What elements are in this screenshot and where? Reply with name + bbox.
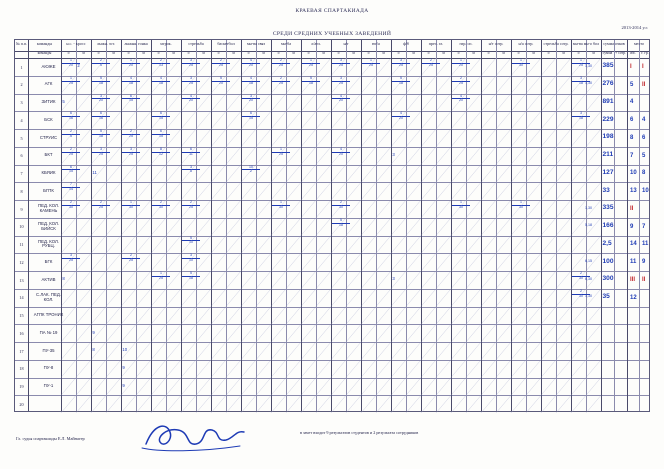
row-total-points: 211: [602, 151, 614, 159]
subheader-35: м: [592, 51, 595, 56]
subheader-32: о: [547, 51, 550, 56]
row-place-absolute: II: [630, 205, 634, 212]
document-title: КРАЕВАЯ СПАРТАКИАДА: [295, 8, 369, 14]
subheader-team: команды: [37, 51, 52, 56]
row-team-name: ПУ-35: [42, 347, 55, 353]
subheader-1: м: [82, 51, 85, 56]
subheader-34: о: [577, 51, 580, 56]
row-place-group: 5: [642, 152, 646, 159]
score-fraction: $\frac{2}{30}$: [572, 272, 591, 280]
subheader-2: о: [97, 51, 100, 56]
row-place-group: 4: [642, 117, 646, 124]
subheader-15: м: [292, 51, 295, 56]
subheader-7: м: [172, 51, 175, 56]
score-fraction: $\frac{3}{20}$: [242, 95, 261, 103]
row-total-points: 100: [602, 257, 614, 265]
header-group-7: мн-ба: [280, 41, 292, 46]
row-place-absolute: I: [630, 63, 632, 70]
score-fraction: $\frac{4}{20}$: [182, 95, 201, 103]
signature: [140, 418, 250, 454]
row-team-name: ПА № 19: [39, 329, 58, 335]
subheader-20: о: [367, 51, 370, 56]
subheader-28: о: [487, 51, 490, 56]
document-subtitle: СРЕДИ СРЕДНИХ УЧЕБНЫХ ЗАВЕДЕНИЙ: [272, 31, 392, 37]
score-fraction: $\frac{1}{25}$: [302, 59, 321, 67]
subheader-8: о: [187, 51, 190, 56]
score-fraction: $\frac{2}{25}$: [62, 148, 81, 156]
score-fraction: $\frac{5}{20}$: [212, 77, 231, 85]
row-place-absolute: 11: [630, 259, 637, 266]
score-fraction: $\frac{2}{30}$: [152, 201, 171, 209]
row-place-absolute: 14: [630, 241, 637, 248]
header-group-16: стрельба сотр.: [543, 41, 569, 46]
row-team-name: С.ЛАК. ПЕД. КОЛ.: [36, 292, 61, 302]
row-number: 12: [19, 259, 24, 265]
score-fraction: $\frac{1}{25}$: [572, 59, 591, 67]
subheader-12: о: [247, 51, 250, 56]
row-team-name: ПЕД. КОЛ. РУБЦ.: [37, 238, 59, 249]
footer-right-note: в зачет входит 9 результатов студентов и 2 результата сотрудников: [300, 430, 419, 435]
score-fraction: $\frac{2}{25}$: [272, 77, 291, 85]
row-place-absolute: 10: [630, 170, 637, 177]
row-place-group: I: [642, 63, 644, 70]
header-group-12: прес. гл.: [428, 41, 444, 46]
sum-annotation: 1,30: [585, 294, 592, 299]
score-fraction: $\frac{5}{18}$: [332, 219, 351, 227]
score-fraction: $\frac{4}{20}$: [242, 59, 261, 67]
header-group-11: ф/б: [403, 41, 409, 46]
score-fraction: $\frac{2}{5}$: [62, 130, 81, 138]
row-total-points: 198: [602, 133, 614, 141]
score-fraction: $\frac{4}{18}$: [122, 77, 141, 85]
score-fraction: $\frac{2}{25}$: [122, 130, 141, 138]
row-team-name: БСК: [44, 116, 53, 122]
header-group-8: л/атл.: [311, 41, 321, 46]
subheader-21: м: [382, 51, 385, 56]
row-total-points: 229: [602, 115, 614, 123]
score-fraction: $\frac{3}{25}$: [182, 59, 201, 67]
score-fraction: $\frac{3}{10}$: [182, 254, 201, 262]
score-fraction: $\frac{3}{8}$: [182, 166, 201, 174]
header-group-1: лыжн. эст.: [97, 41, 115, 46]
sum-annotation: 1,30: [585, 81, 592, 86]
row-number: 13: [19, 277, 24, 283]
row-team-name: КБЯИК: [41, 170, 56, 176]
sum-annotation: 6,30: [585, 276, 592, 281]
score-fraction: $\frac{8}{12}$: [152, 148, 171, 156]
row-place-group: 10: [642, 188, 649, 195]
header-group-15: н/а сотр.: [518, 41, 534, 46]
row-place-group: 6: [642, 134, 646, 141]
row-total-points: 35: [602, 293, 610, 301]
subheader-19: м: [352, 51, 355, 56]
score-fraction: $\frac{3}{18}$: [572, 77, 591, 85]
row-number: 18: [19, 366, 24, 372]
row-team-name: БГПК: [43, 187, 54, 193]
score-fraction: $\frac{1}{20}$: [452, 59, 471, 67]
row-place-group: 9: [642, 259, 646, 266]
score-fraction: $\frac{1}{30}$: [512, 201, 531, 209]
row-total-points: 276: [602, 80, 614, 88]
results-table: [14, 39, 650, 412]
row-team-name: ПУ-8: [43, 365, 54, 371]
document-year: 2013-2014 у.г.: [621, 25, 648, 30]
row-place-absolute: 13: [630, 188, 637, 195]
row-number: 3: [20, 100, 23, 106]
subheader-3: м: [112, 51, 115, 56]
sum-annotation: 1,30: [585, 63, 592, 68]
row-place-group: II: [642, 81, 646, 88]
subheader-6: о: [157, 51, 160, 56]
score-fraction: $\frac{2}{13}$: [152, 59, 171, 67]
score-fraction: $\frac{6}{15}$: [152, 112, 171, 120]
row-number: 10: [19, 224, 24, 230]
row-place-absolute: 12: [630, 294, 637, 301]
score-fraction: $\frac{3}{25}$: [332, 77, 351, 85]
score-fraction: $\frac{5}{18}$: [182, 272, 201, 280]
score-fraction: $\frac{2}{25}$: [92, 201, 111, 209]
subheader-place-abs: абс.: [629, 51, 637, 56]
subheader-31: м: [532, 51, 535, 56]
score-fraction: $\frac{2}{25}$: [272, 59, 291, 67]
row-number: 20: [19, 401, 24, 407]
subheader-33: м: [562, 51, 565, 56]
score-fraction: $\frac{5}{10}$: [182, 237, 201, 245]
header-group-9: н/т: [343, 41, 349, 46]
row-place-group: 8: [642, 170, 646, 177]
row-total-points: 127: [602, 168, 614, 176]
score-fraction: $\frac{5}{18}$: [392, 77, 411, 85]
score-fraction: $\frac{3}{25}$: [122, 148, 141, 156]
header-group-17: мн-ва мн-о бол: [572, 41, 600, 46]
row-team-name: БКТ: [44, 152, 53, 158]
subheader-16: о: [307, 51, 310, 56]
row-number: 6: [20, 153, 23, 159]
header-group-3: мгрок.: [160, 41, 172, 46]
row-number: 17: [19, 348, 24, 354]
row-team-name: АКТИВ: [41, 276, 56, 282]
score-value: 11: [92, 169, 97, 175]
score-fraction: $\frac{2}{30}$: [62, 201, 81, 209]
row-place-absolute: III: [630, 276, 636, 283]
header-sum: сумма очков: [603, 41, 625, 46]
subheader-13: м: [262, 51, 265, 56]
score-value: 3: [392, 276, 395, 282]
subheader-9: м: [202, 51, 205, 56]
score-fraction: $\frac{1}{25}$: [362, 59, 381, 67]
subheader-18: о: [337, 51, 340, 56]
subheader-26: о: [457, 51, 460, 56]
row-number: 14: [19, 295, 24, 301]
subheader-27: м: [472, 51, 475, 56]
subheader-sum-sotr: + сотр.: [615, 51, 626, 56]
score-fraction: $\frac{6}{16}$: [62, 112, 81, 120]
header-group-0: н.с. - кросс: [66, 41, 86, 46]
header-team: команды: [36, 41, 53, 46]
score-fraction: $\frac{1}{20}$: [62, 59, 81, 67]
row-number: 5: [20, 135, 23, 141]
subheader-17: м: [322, 51, 325, 56]
footer-left-text: Гл. судья спартакиады Е.Л. Майнагер: [16, 436, 85, 441]
row-total-points: 33: [602, 186, 610, 194]
row-place-group: II: [642, 276, 646, 283]
row-place-absolute: 9: [630, 223, 634, 230]
subheader-24: о: [427, 51, 430, 56]
header-group-5: баскетбол: [217, 41, 235, 46]
sum-annotation: 5,18: [585, 223, 592, 228]
row-team-name: АЮЖЕ: [41, 63, 56, 69]
row-total-points: 166: [602, 222, 614, 230]
score-fraction: $\frac{1}{25}$: [272, 148, 291, 156]
score-value: 9: [92, 329, 95, 335]
score-fraction: $\frac{6}{15}$: [122, 95, 141, 103]
score-fraction: $\frac{6}{15}$: [62, 166, 81, 174]
score-fraction: $\frac{3}{25}$: [92, 148, 111, 156]
sum-annotation: 6,15: [585, 258, 592, 263]
header-place: место: [633, 41, 645, 46]
row-place-absolute: 5: [630, 81, 634, 88]
subheader-11: м: [232, 51, 235, 56]
score-fraction: $\frac{2}{30}$: [572, 290, 591, 298]
score-fraction: $\frac{4}{18}$: [242, 77, 261, 85]
row-place-absolute: 6: [630, 117, 634, 124]
subheader-22: о: [397, 51, 400, 56]
score-fraction: $\frac{5}{18}$: [92, 130, 111, 138]
score-value: 3: [392, 152, 395, 158]
score-fraction: $\frac{4}{20}$: [332, 95, 351, 103]
subheader-4: о: [127, 51, 130, 56]
subheader-30: о: [517, 51, 520, 56]
score-fraction: $\frac{3}{25}$: [62, 254, 81, 262]
score-fraction: $\frac{4}{20}$: [332, 148, 351, 156]
score-fraction: $\frac{3}{25}$: [332, 59, 351, 67]
score-value: 8: [62, 276, 65, 282]
score-fraction: $\frac{2}{25}$: [452, 77, 471, 85]
row-number: 9: [20, 206, 23, 212]
score-fraction: $\frac{3}{20}$: [92, 95, 111, 103]
score-value: 9: [122, 382, 125, 388]
row-team-name: ПЕД. КОЛ. КАМЕНЬ: [37, 203, 59, 213]
row-number: 16: [19, 330, 24, 336]
header-group-2: лыжня. гонка: [124, 41, 148, 46]
row-number: 7: [20, 171, 23, 177]
score-fraction: $\frac{2}{25}$: [422, 59, 441, 67]
header-group-6: мн-ва связ: [246, 41, 266, 46]
row-team-name: ЗИТИК: [41, 99, 56, 105]
row-number: 4: [20, 117, 23, 123]
header-group-10: юг/а: [372, 41, 380, 46]
score-fraction: $\frac{5}{18}$: [302, 77, 321, 85]
row-number: 1: [20, 64, 23, 70]
row-number: 11: [19, 242, 24, 248]
header-group-13: гир. сп.: [459, 41, 473, 46]
score-value: 2: [77, 63, 80, 69]
subheader-0: о: [67, 51, 70, 56]
score-fraction: $\frac{5}{18}$: [92, 77, 111, 85]
subheader-sum: сумма: [602, 51, 613, 56]
row-number: 2: [20, 82, 23, 88]
row-total-points: 300: [602, 275, 614, 283]
header-row-no: № п.п.: [15, 41, 28, 46]
score-fraction: $\frac{3}{25}$: [182, 77, 201, 85]
score-value: 5: [62, 98, 65, 104]
score-fraction: $\frac{6}{16}$: [92, 112, 111, 120]
row-place-absolute: 8: [630, 134, 634, 141]
row-total-points: 335: [602, 204, 614, 212]
score-fraction: $\frac{2}{25}$: [182, 201, 201, 209]
score-fraction: $\frac{3}{25}$: [392, 59, 411, 67]
row-place-group: 7: [642, 223, 646, 230]
row-total-points: 385: [602, 62, 614, 70]
score-fraction: $\frac{1}{30}$: [512, 59, 531, 67]
score-fraction: $\frac{3}{18}$: [572, 112, 591, 120]
score-value: 8: [92, 347, 95, 353]
header-group-4: стрельба: [188, 41, 204, 46]
subheader-10: о: [217, 51, 220, 56]
score-fraction: $\frac{4}{20}$: [452, 95, 471, 103]
score-fraction: $\frac{10}{2}$: [242, 166, 261, 174]
score-fraction: $\frac{7}{14}$: [62, 183, 81, 191]
row-team-name: АГПК ТРОНИК: [33, 312, 64, 318]
subheader-place-gr: г. гр.: [641, 51, 649, 56]
subheader-5: м: [142, 51, 145, 56]
subheader-25: м: [442, 51, 445, 56]
row-team-name: СТРУИС: [39, 134, 58, 140]
score-value: 9: [122, 365, 125, 371]
row-team-name: АГК: [44, 81, 53, 87]
row-number: 15: [19, 313, 24, 319]
row-place-absolute: 7: [630, 152, 634, 159]
row-number: 8: [20, 188, 23, 194]
score-fraction: $\frac{1}{20}$: [122, 59, 141, 67]
subheader-29: м: [502, 51, 505, 56]
row-place-absolute: 4: [630, 99, 634, 106]
score-fraction: $\frac{4}{20}$: [392, 112, 411, 120]
row-team-name: ПУ-1: [43, 383, 54, 389]
subheader-14: о: [277, 51, 280, 56]
subheader-23: м: [412, 51, 415, 56]
score-fraction: $\frac{2}{5}$: [92, 59, 111, 67]
score-fraction: $\frac{4}{18}$: [152, 77, 171, 85]
score-fraction: $\frac{1}{25}$: [62, 77, 81, 85]
score-fraction: $\frac{2}{25}$: [122, 254, 141, 262]
score-value: 10: [122, 347, 128, 353]
score-fraction: $\frac{6}{15}$: [242, 112, 261, 120]
score-fraction: $\frac{1}{30}$: [452, 201, 471, 209]
row-team-name: БГК: [44, 258, 53, 264]
score-fraction: $\frac{1}{25}$: [152, 272, 171, 280]
row-team-name: ПЕД. КОЛ. БИЙСК: [37, 221, 59, 231]
row-number: 19: [19, 384, 24, 390]
score-fraction: $\frac{1}{30}$: [272, 201, 291, 209]
score-fraction: $\frac{2}{30}$: [332, 201, 351, 209]
score-fraction: $\frac{6}{11}$: [182, 148, 201, 156]
header-group-14: н/т сотр.: [488, 41, 504, 46]
row-total-points: 891: [602, 97, 614, 105]
sum-annotation: 1,30: [585, 205, 592, 210]
row-total-points: 2,5: [602, 239, 612, 247]
row-place-group: 11: [642, 241, 649, 248]
score-fraction: $\frac{2}{25}$: [212, 59, 231, 67]
score-fraction: $\frac{1}{30}$: [122, 201, 141, 209]
score-fraction: $\frac{6}{15}$: [152, 130, 171, 138]
